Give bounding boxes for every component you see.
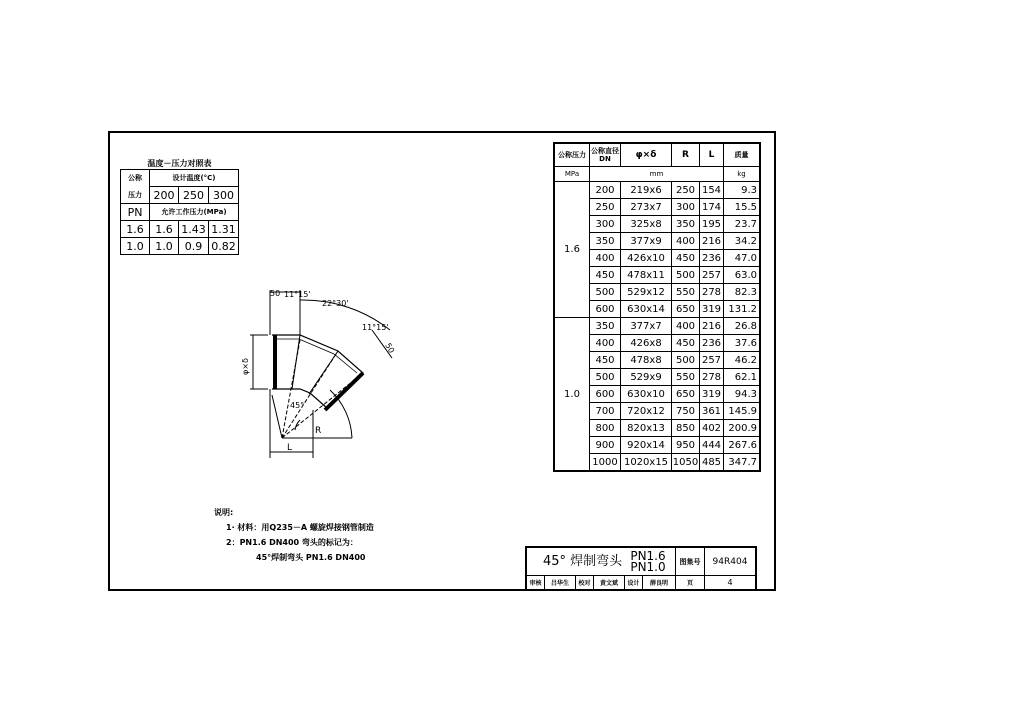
temp-cell: 200: [150, 187, 179, 204]
table-cell: 319: [700, 386, 724, 403]
pn-cell: 1.0: [121, 238, 150, 255]
pressure-cell: 1.6: [150, 221, 179, 238]
elbow-drawing: [230, 280, 410, 465]
table-cell: 650: [672, 301, 700, 318]
table-cell: 400: [590, 335, 621, 352]
table-cell: 750: [672, 403, 700, 420]
angle-11-15-b: 11°15': [362, 323, 389, 332]
table-cell: 485: [700, 454, 724, 472]
pressure-cell: 1.0: [150, 238, 179, 255]
table-cell: 174: [700, 199, 724, 216]
hdr-l: L: [700, 143, 724, 167]
table-cell: 700: [590, 403, 621, 420]
table-cell: 402: [700, 420, 724, 437]
temp-cell: 250: [179, 187, 209, 204]
l-label: L: [287, 443, 293, 453]
pressure-cell: 1.31: [209, 221, 239, 238]
table-cell: 800: [590, 420, 621, 437]
table-cell: 145.9: [724, 403, 761, 420]
table-cell: 9.3: [724, 182, 761, 199]
pressure-table-title: 温度－压力对照表: [147, 158, 212, 168]
table-cell: 26.8: [724, 318, 761, 335]
hdr-od: φ×δ: [621, 143, 672, 167]
table-cell: 200.9: [724, 420, 761, 437]
table-cell: 529x9: [621, 369, 672, 386]
hdr-nominal-pressure: 公称压力: [554, 143, 590, 167]
table-cell: 23.7: [724, 216, 761, 233]
table-cell: 550: [672, 369, 700, 386]
table-cell: 400: [590, 250, 621, 267]
table-cell: 350: [672, 216, 700, 233]
table-cell: 350: [590, 233, 621, 250]
pn-cell: 1.6: [121, 221, 150, 238]
pn-group-cell: 1.6: [554, 182, 590, 318]
temperature-pressure-table: [120, 157, 239, 255]
table-cell: 720x12: [621, 403, 672, 420]
design-signature: 薛良明: [643, 576, 676, 591]
pn-label-1: PN1.6: [630, 548, 666, 563]
table-cell: 236: [700, 250, 724, 267]
pn-group-cell: 1.0: [554, 318, 590, 472]
title-block: [525, 546, 757, 591]
table-cell: 257: [700, 267, 724, 284]
table-cell: 257: [700, 352, 724, 369]
hdr-pn: PN: [121, 204, 150, 221]
table-cell: 300: [590, 216, 621, 233]
table-row: [554, 182, 760, 199]
table-cell: 250: [590, 199, 621, 216]
table-cell: 47.0: [724, 250, 761, 267]
table-cell: 400: [672, 233, 700, 250]
table-cell: 1000: [590, 454, 621, 472]
table-cell: 273x7: [621, 199, 672, 216]
notes-line: 45°焊制弯头 PN1.6 DN400: [256, 553, 366, 562]
table-cell: 450: [672, 250, 700, 267]
table-cell: 267.6: [724, 437, 761, 454]
temp-cell: 300: [209, 187, 239, 204]
notes-line: 1· 材料：用Q235－A 螺旋焊接钢管制造: [226, 523, 374, 532]
notes-title: 说明:: [214, 508, 234, 517]
table-cell: 650: [672, 386, 700, 403]
od-label: φ×δ: [241, 358, 250, 375]
check-signature: 黄文斌: [594, 576, 625, 591]
table-row: [554, 318, 760, 335]
table-cell: 219x6: [621, 182, 672, 199]
table-cell: 154: [700, 182, 724, 199]
table-cell: 300: [672, 199, 700, 216]
table-cell: 250: [672, 182, 700, 199]
table-cell: 34.2: [724, 233, 761, 250]
table-cell: 630x10: [621, 386, 672, 403]
angle-22-30: 22°30': [322, 299, 349, 308]
table-cell: 1050: [672, 454, 700, 472]
check-label: 校对: [576, 576, 594, 591]
atlas-label: 图集号: [676, 547, 705, 576]
page-number: 4: [705, 576, 757, 591]
table-cell: 529x12: [621, 284, 672, 301]
table-cell: 820x13: [621, 420, 672, 437]
table-cell: 500: [672, 267, 700, 284]
pressure-cell: 0.9: [179, 238, 209, 255]
review-signature: 吕华生: [545, 576, 576, 591]
table-cell: 500: [672, 352, 700, 369]
table-cell: 46.2: [724, 352, 761, 369]
table-cell: 350: [590, 318, 621, 335]
hdr-mpa: MPa: [554, 167, 590, 182]
table-cell: 550: [672, 284, 700, 301]
table-cell: 63.0: [724, 267, 761, 284]
table-cell: 500: [590, 369, 621, 386]
table-cell: 195: [700, 216, 724, 233]
table-cell: 278: [700, 369, 724, 386]
pressure-cell: 0.82: [209, 238, 239, 255]
pressure-cell: 1.43: [179, 221, 209, 238]
table-cell: 131.2: [724, 301, 761, 318]
table-cell: 377x9: [621, 233, 672, 250]
angle-45: 45°: [290, 401, 305, 410]
hdr-nominal: 公称: [121, 170, 150, 187]
table-cell: 900: [590, 437, 621, 454]
hdr-mass: 质量: [724, 143, 761, 167]
hdr-pressure: 压力: [121, 187, 150, 204]
table-cell: 600: [590, 301, 621, 318]
table-cell: 450: [590, 267, 621, 284]
table-cell: 377x7: [621, 318, 672, 335]
hdr-mm: mm: [590, 167, 724, 182]
table-cell: 319: [700, 301, 724, 318]
pn-label-2: PN1.0: [630, 559, 666, 574]
drawing-title: 45° 焊制弯头: [543, 554, 623, 570]
table-cell: 478x8: [621, 352, 672, 369]
dim-50-top: 50: [270, 289, 281, 298]
table-cell: 1020x15: [621, 454, 672, 472]
table-cell: 361: [700, 403, 724, 420]
notes-line: 2：PN1.6 DN400 弯头的标记为：: [226, 538, 358, 547]
r-label: R: [315, 426, 322, 436]
hdr-design-temp: 设计温度(°C): [150, 170, 239, 187]
notes: [214, 505, 374, 565]
table-cell: 216: [700, 318, 724, 335]
table-cell: 94.3: [724, 386, 761, 403]
table-cell: 347.7: [724, 454, 761, 472]
table-cell: 325x8: [621, 216, 672, 233]
table-cell: 426x10: [621, 250, 672, 267]
atlas-number: 94R404: [705, 547, 757, 576]
table-cell: 920x14: [621, 437, 672, 454]
hdr-r: R: [672, 143, 700, 167]
table-cell: 200: [590, 182, 621, 199]
hdr-nominal-diameter: 公称直径 DN: [590, 143, 621, 167]
table-cell: 400: [672, 318, 700, 335]
table-cell: 37.6: [724, 335, 761, 352]
table-cell: 444: [700, 437, 724, 454]
elbow-dimension-table: [553, 142, 761, 472]
page-label: 页: [676, 576, 705, 591]
hdr-kg: kg: [724, 167, 761, 182]
table-cell: 630x14: [621, 301, 672, 318]
table-cell: 500: [590, 284, 621, 301]
table-cell: 600: [590, 386, 621, 403]
table-cell: 450: [590, 352, 621, 369]
hdr-allowable-pressure: 允许工作压力(MPa): [150, 204, 239, 221]
design-label: 设计: [625, 576, 643, 591]
table-cell: 62.1: [724, 369, 761, 386]
table-cell: 216: [700, 233, 724, 250]
table-cell: 82.3: [724, 284, 761, 301]
title-name-cell: [526, 547, 676, 576]
angle-11-15-a: 11°15': [284, 290, 311, 299]
dim-50-side: 50: [383, 341, 397, 355]
table-cell: 426x8: [621, 335, 672, 352]
table-cell: 478x11: [621, 267, 672, 284]
table-cell: 278: [700, 284, 724, 301]
table-cell: 450: [672, 335, 700, 352]
table-cell: 850: [672, 420, 700, 437]
review-label: 审核: [526, 576, 545, 591]
table-cell: 236: [700, 335, 724, 352]
table-cell: 950: [672, 437, 700, 454]
table-cell: 15.5: [724, 199, 761, 216]
